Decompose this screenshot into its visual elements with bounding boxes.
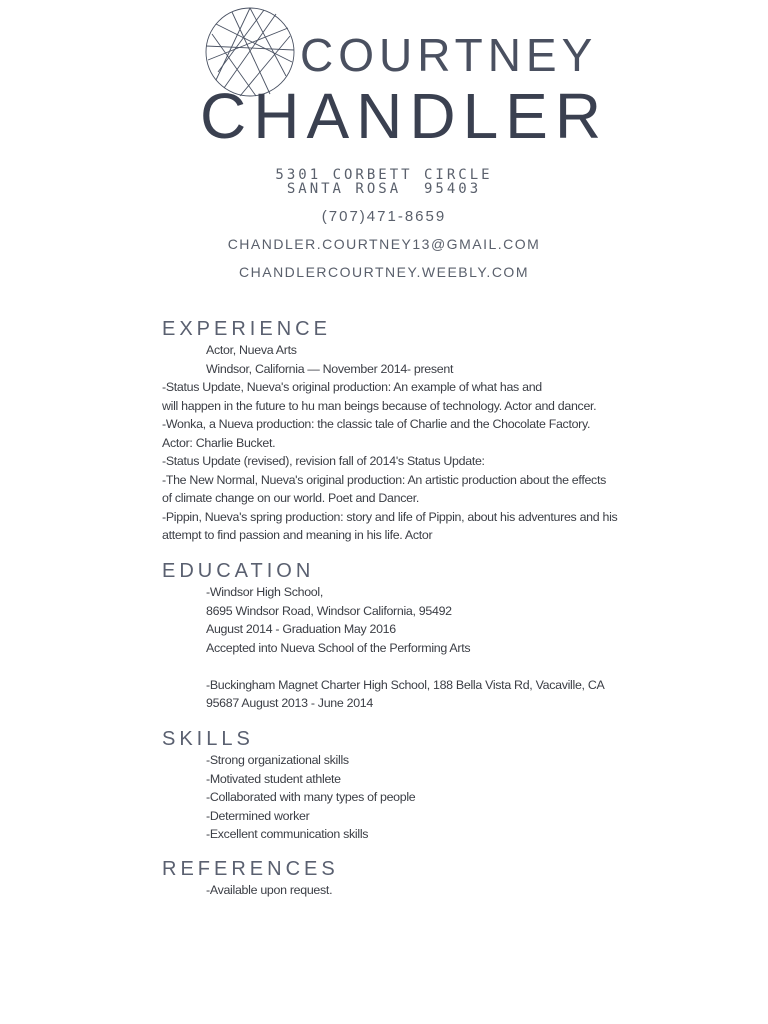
skill-item: -Collaborated with many types of people bbox=[206, 790, 416, 804]
experience-heading: EXPERIENCE bbox=[162, 318, 331, 340]
references-section bbox=[162, 881, 332, 900]
experience-line: -Pippin, Nueva's spring production: story and life of Pippin, about his adventures and his bbox=[162, 509, 618, 524]
experience-line: of climate change on our world. Poet and Dancer. bbox=[162, 491, 419, 505]
education-heading: EDUCATION bbox=[162, 560, 315, 582]
references-heading: REFERENCES bbox=[162, 858, 339, 880]
experience-line: -Wonka, a Nueva production: the classic tale of Charlie and the Chocolate Factory. bbox=[162, 417, 591, 431]
education-line: Accepted into Nueva School of the Performing Arts bbox=[206, 640, 471, 655]
education-section bbox=[162, 583, 604, 713]
education-line: 8695 Windsor Road, Windsor California, 95492 bbox=[206, 603, 452, 618]
references-text: -Available upon request. bbox=[206, 883, 333, 897]
experience-line: -Status Update, Nueva's original production: An example of what has and bbox=[162, 380, 542, 394]
experience-section bbox=[162, 341, 617, 545]
education-line: -Buckingham Magnet Charter High School, 188 Bella Vista Rd, Vacaville, CA bbox=[206, 677, 605, 692]
first-name: COURTNEY bbox=[300, 29, 598, 81]
experience-line: attempt to find passion and meaning in his life. Actor bbox=[162, 528, 433, 542]
address-line-1: 5301 CORBETT CIRCLE bbox=[275, 167, 493, 183]
skill-item: -Determined worker bbox=[206, 808, 310, 823]
skills-heading: SKILLS bbox=[162, 728, 254, 750]
website-link[interactable]: CHANDLERCOURTNEY.WEEBLY.COM bbox=[239, 264, 529, 280]
experience-line: -Status Update (revised), revision fall of 2014's Status Update: bbox=[162, 454, 485, 468]
education-line: 95687 August 2013 - June 2014 bbox=[206, 696, 373, 710]
skill-item: -Strong organizational skills bbox=[206, 753, 349, 767]
skills-list bbox=[162, 751, 415, 844]
experience-location-date: Windsor, California — November 2014- present bbox=[206, 361, 454, 376]
email-address[interactable]: CHANDLER.COURTNEY13@GMAIL.COM bbox=[227, 236, 541, 252]
experience-line: Actor: Charlie Bucket. bbox=[162, 435, 276, 450]
experience-line: will happen in the future to hu man beings because of technology. Actor and dancer. bbox=[162, 398, 597, 413]
skill-item: -Excellent communication skills bbox=[206, 827, 369, 841]
education-line: August 2014 - Graduation May 2016 bbox=[206, 622, 396, 636]
skill-item: -Motivated student athlete bbox=[206, 771, 341, 786]
education-line: -Windsor High School, bbox=[206, 585, 323, 599]
last-name: CHANDLER bbox=[200, 80, 609, 152]
experience-line: -The New Normal, Nueva's original production: An artistic production about the effects bbox=[162, 472, 606, 487]
experience-role: Actor, Nueva Arts bbox=[206, 343, 297, 357]
phone-number: (707)471-8659 bbox=[321, 208, 447, 225]
address-line-2: SANTA ROSA 95403 bbox=[286, 181, 482, 197]
